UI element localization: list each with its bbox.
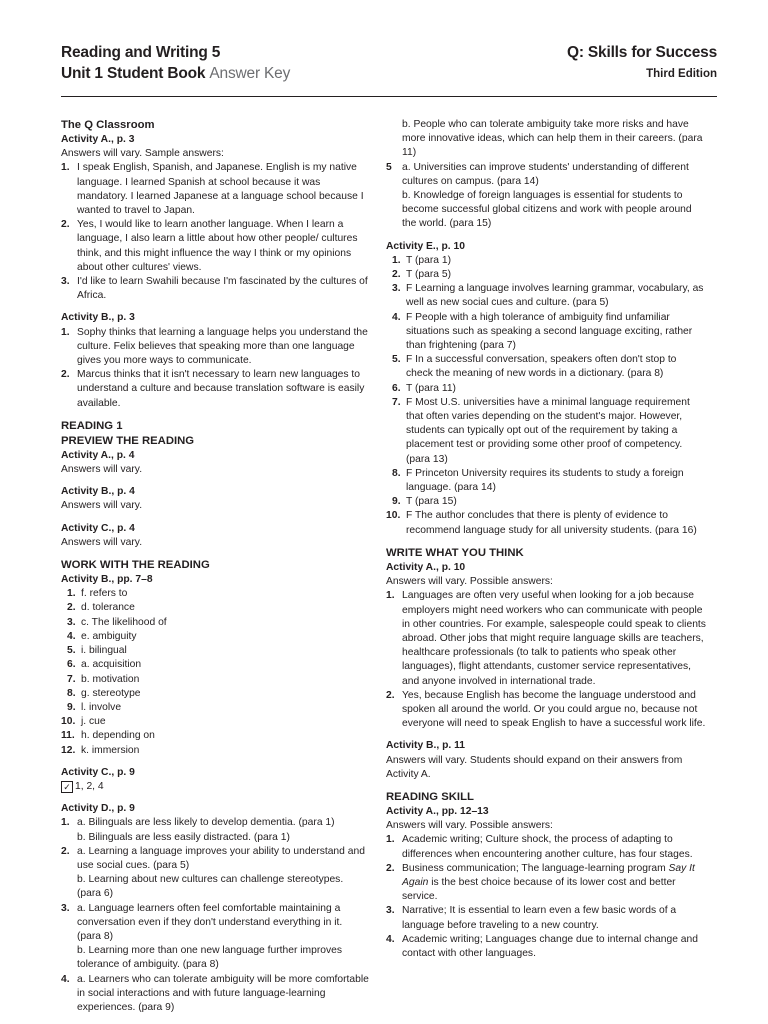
list-item: 4. F People with a high tolerance of ambiguity find unfamiliar situations such as speaking a second language exciting, rather than frightening (para 7) [392, 311, 693, 352]
activity-answer: Answers will vary. [61, 536, 143, 548]
list-item: b. Knowledge of foreign languages is essential for students to become successful global citizens and work with people around the world. (para 15) [402, 190, 692, 230]
list-item: 6. a. acquisition [67, 659, 142, 671]
activity-heading: Activity B., p. 11 [386, 740, 465, 752]
list-item: b. People who can tolerate ambiguity take more risks and have more innovative ideas, which can help them in their careers. (para 11) [402, 119, 703, 159]
list-item: 6. T (para 11) [392, 382, 456, 394]
list-item: 11. h. depending on [61, 730, 155, 742]
list-item: b. Learning more than one new language further improves tolerance of ambiguity. (para 8) [77, 945, 343, 971]
list-item: 2. Business communication; The language-learning program Say It Again is the best choice because of its lower cost and better service. [386, 862, 695, 903]
list-item: 2. a. Learning a language improves your ability to understand and use social cues. (para 5) [61, 845, 365, 871]
list-item: 2. d. tolerance [67, 602, 135, 614]
checkmark-icon: ✓ [61, 781, 73, 793]
activity-answer: Answers will vary. Students should expand on their answers from Activity A. [386, 754, 683, 780]
list-item: 4. a. Learners who can tolerate ambiguity will be more comfortable in social interactions and with future language-learning experiences. (para 9) [61, 973, 369, 1013]
list-item: 3. F Learning a language involves learning grammar, vocabulary, as well as new social cues and culture. (para 5) [392, 283, 704, 309]
list-item: 2. Yes, because English has become the language understood and spoken all around the world. Or you could argue no, because not everyone will need to speak English to have a successful work life. [386, 689, 706, 730]
list-item: 8. F Princeton University requires its students to study a foreign language. (para 14) [392, 467, 684, 494]
vocab-list [61, 587, 369, 757]
list-item: 1. Languages are often very useful when looking for a job because employers might need workers who can communicate with people in other countries. For example, salespeople could speak to clients abroad. Other jobs that might require language skills are teachers, healthcare professionals (to talk to patients who speak other languages), flight attendants, customer service representatives, and anyone involved in international trade. [386, 590, 706, 687]
list-item: 1. a. Bilinguals are less likely to develop dementia. (para 1) [61, 817, 335, 829]
activity-intro: Answers will vary. Possible answers: [386, 576, 553, 588]
list-item: 7. b. motivation [67, 673, 140, 685]
list-item: 5. i. bilingual [67, 645, 127, 657]
list-item: 10. F The author concludes that there is plenty of evidence to recommend language study for all university students. (para 16) [386, 510, 697, 536]
course-title: Reading and Writing 5 [61, 44, 221, 61]
list-item: 3. Narrative; It is essential to learn even a few basic words of a language before traveling to a new country. [386, 905, 677, 931]
header-divider [61, 96, 717, 97]
list-item: 2. T (para 5) [392, 269, 452, 281]
section-title: WORK WITH THE READING [61, 559, 210, 572]
list-item: b. Learning about new cultures can challenge stereotypes. (para 6) [77, 874, 344, 900]
section-title: READING 1 [61, 419, 123, 432]
section-title: WRITE WHAT YOU THINK [386, 546, 524, 559]
right-column [386, 118, 706, 961]
activity-intro: Answers will vary. Possible answers: [386, 820, 553, 832]
list-item: 2. Yes, I would like to learn another language. When I learn a language, I also learn a little about how other people/ cultures think, and this might influence the way I think or my opinions about other cultures' views. [61, 219, 358, 273]
list-item: 3. c. The likelihood of [67, 616, 167, 628]
section-title: The Q Classroom [61, 119, 155, 131]
activity-heading: Activity A., pp. 12–13 [386, 805, 489, 817]
section-subtitle: PREVIEW THE READING [61, 434, 195, 447]
list-item: 1. f. refers to [67, 588, 128, 600]
list-item: b. Bilinguals are less easily distracted. (para 1) [77, 831, 290, 843]
activity-heading: Activity A., p. 10 [386, 561, 466, 573]
list-item: 1. I speak English, Spanish, and Japanese. English is my native language. I learned Spanish at school because it was mandatory. I learned Japanese at a language school because I wanted to travel to Japan. [61, 162, 364, 217]
activity-answer: Answers will vary. [61, 500, 143, 512]
list-item: 9. l. involve [67, 701, 122, 713]
edition-label: Third Edition [646, 68, 717, 80]
list-item: 5. F In a successful conversation, speakers often don't stop to check the meaning of new words in a dictionary. (para 8) [392, 354, 677, 380]
section-title: READING SKILL [386, 790, 474, 803]
activity-heading: Activity A., p. 4 [61, 449, 135, 461]
list-item: 8. g. stereotype [67, 687, 141, 699]
activity-intro: Answers will vary. Sample answers: [61, 148, 224, 160]
activity-heading: Activity C., p. 9 [61, 766, 135, 778]
list-item: 4. e. ambiguity [67, 630, 137, 642]
list-item: 3. I'd like to learn Swahili because I'm fascinated by the cultures of Africa. [61, 276, 368, 302]
list-item: 10. j. cue [61, 716, 106, 728]
left-column [61, 118, 369, 1015]
activity-answer: Answers will vary. [61, 464, 143, 476]
list-item: 9. T (para 15) [392, 496, 457, 508]
activity-heading: Activity D., p. 9 [61, 803, 135, 815]
series-title: Q: Skills for Success [566, 44, 717, 61]
activity-heading: Activity B., p. 3 [61, 312, 135, 324]
list-item: 12. k. immersion [61, 744, 140, 756]
activity-answer: ✓ 1, 2, 4 [61, 780, 369, 794]
list-item: 7. F Most U.S. universities have a minimal language requirement that often varies depending on the student's major. However, students can typically opt out of the requirement by taking a placement test or providing some other proof of competency. (para 13) [392, 396, 690, 465]
activity-heading: Activity E., p. 10 [386, 240, 465, 252]
list-item: 3. a. Language learners often feel comfortable maintaining a conversation even if they don't understand everything in it. (para 8) [61, 902, 343, 942]
unit-title: Unit 1 Student Book Answer Key [61, 65, 291, 82]
activity-heading: Activity B., pp. 7–8 [61, 574, 153, 586]
true-false-list [386, 254, 706, 538]
activity-heading: Activity C., p. 4 [61, 522, 135, 534]
activity-heading: Activity A., p. 3 [61, 134, 135, 145]
list-item: 5 a. Universities can improve students' understanding of different cultures on campus. (para 14) [386, 161, 689, 187]
page-header [61, 44, 717, 88]
list-item: 1. Sophy thinks that learning a language helps you understand the culture. Felix believes that speaking more than one language gives you more ways to communicate. [61, 326, 368, 367]
unit-title-suffix: Answer Key [209, 65, 291, 82]
list-item: 4. Academic writing; Languages change due to internal change and contact with other languages. [386, 933, 698, 959]
list-item: 1. Academic writing; Culture shock, the process of adapting to differences when encountering another culture, has four stages. [386, 834, 693, 860]
activity-heading: Activity B., p. 4 [61, 486, 135, 498]
list-item: 2. Marcus thinks that it isn't necessary to learn new languages to understand a culture and because translation software is easily available. [61, 369, 365, 409]
list-item: 1. T (para 1) [392, 254, 452, 266]
